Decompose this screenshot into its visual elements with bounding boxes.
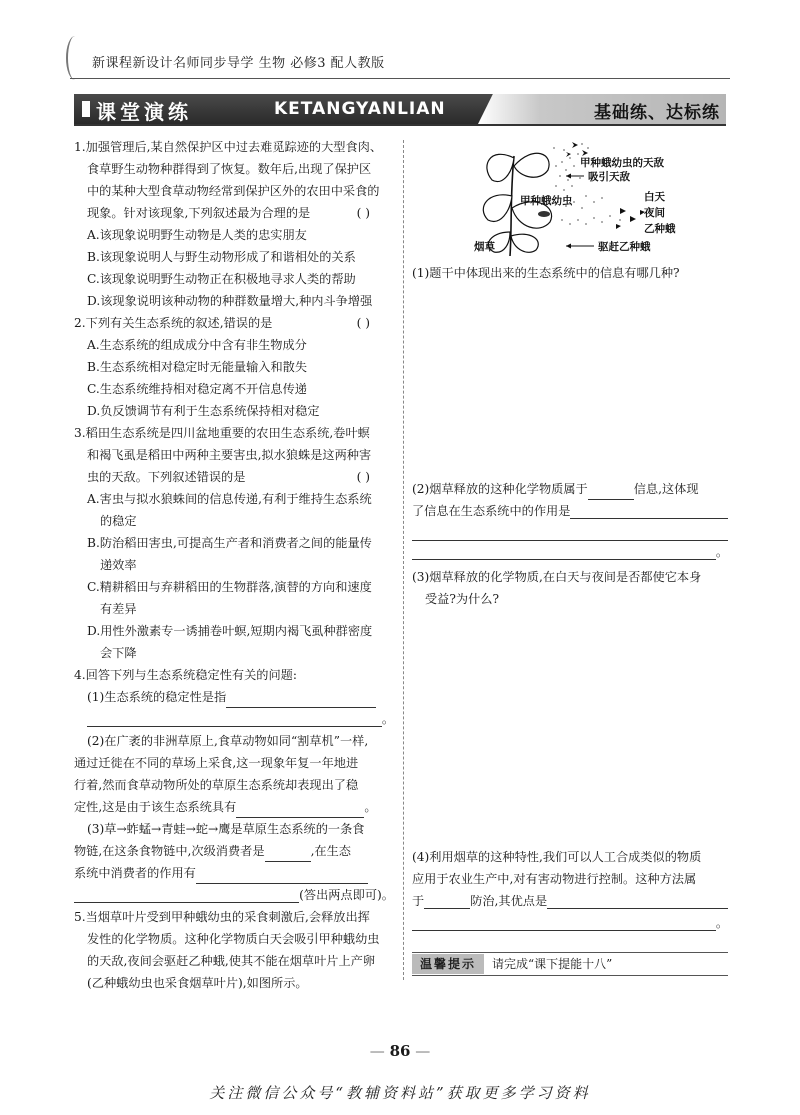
banner-mark-icon <box>82 101 90 117</box>
r4-line: 应用于农业生产中,对有害动物进行控制。这种方法属 <box>412 872 697 886</box>
tip-text: 请完成“课下提能十八” <box>492 957 613 971</box>
answer-blank[interactable] <box>412 541 716 560</box>
answer-blank[interactable] <box>588 481 634 500</box>
right-question-4: (4)利用烟草的这种特性,我们可以人工合成类似的物质 应用于农业生产中,对有害动物进行控制。这种方法属 于 防治,其优点是 。 <box>412 846 728 934</box>
q4-part3-line: 物链,在这条食物链中,次级消费者是 <box>74 844 265 858</box>
q2-option: C.生态系统维持相对稳定离不开信息传递 <box>87 382 307 396</box>
page-number: — 86 — <box>369 1042 431 1060</box>
q1-option: C.该现象说明野生动物正在积极地寻求人类的帮助 <box>87 272 356 286</box>
answer-paren: ( ) <box>356 316 370 330</box>
q4-stem: 4.回答下列与生态系统稳定性有关的问题: <box>74 668 297 682</box>
answer-blank[interactable] <box>236 799 364 818</box>
label-moth-b: 乙种蛾 <box>644 223 676 235</box>
right-question-3 <box>412 566 728 610</box>
q3-stem-line: 虫的天敌。下列叙述错误的是 <box>87 470 246 484</box>
answer-blank[interactable] <box>74 884 299 903</box>
q5-stem-line: 的天敌,夜间会驱赶乙种蛾,使其不能在烟草叶片上产卵 <box>87 954 376 968</box>
q1-stem-line: 现象。针对该现象,下列叙述最为合理的是 <box>87 206 311 220</box>
q3-option: D.用性外激素专一诱捕卷叶螟,短期内褐飞虱种群密度 <box>87 624 373 638</box>
question-2 <box>74 312 394 422</box>
answer-blank[interactable] <box>412 912 716 931</box>
label-day: 白天 <box>644 191 665 203</box>
label-larva: 甲种蛾幼虫 <box>520 195 573 207</box>
question-4: 4.回答下列与生态系统稳定性有关的问题: (1)生态系统的稳定性是指 。 (2)在广袤的非洲草原上,食草动物如同“割草机”一样, 通过迁徙在不同的草场上采食,这一现象年复一年地进 行着,然而食草动物所处的草原生态系统却表现出了稳 定性,这是由于该生态系统具有 。 (3)草→蚱蜢→青蛙→蛇→鹰是草原生态系统的一条食 物链,在这条食物链中,次级消费者是 ,在生态 系统中消费者的作用有 (答出两点即可)。 <box>74 664 394 906</box>
q1-option: A.该现象说明野生动物是人类的忠实朋友 <box>87 228 307 242</box>
q3-option-cont: 有差异 <box>100 602 137 616</box>
answer-blank[interactable] <box>87 708 382 727</box>
q4-part2-line: 通过迁徙在不同的草场上采食,这一现象年复一年地进 <box>74 756 359 770</box>
section-title: 课堂演练 <box>96 100 192 124</box>
answer-blank[interactable] <box>196 865 368 884</box>
q5-stem-line: 5.当烟草叶片受到甲种蛾幼虫的采食刺激后,会释放出挥 <box>74 910 370 924</box>
q4-part2-line: (2)在广袤的非洲草原上,食草动物如同“割草机”一样, <box>87 734 369 748</box>
question-5 <box>74 906 394 994</box>
answer-blank[interactable] <box>226 689 376 708</box>
section-banner <box>74 94 726 124</box>
label-repel: 驱赶乙种蛾 <box>598 241 651 253</box>
left-column <box>74 136 394 994</box>
r3-line: 受益?为什么? <box>425 592 500 606</box>
tip-box <box>412 952 728 976</box>
r1-text: (1)题干中体现出来的生态系统中的信息有哪几种? <box>412 266 680 280</box>
q5-stem-line: 发性的化学物质。这种化学物质白天会吸引甲种蛾幼虫 <box>87 932 380 946</box>
right-question-2: (2)烟草释放的这种化学物质属于 信息,这体现 了信息在生态系统中的作用是 。 <box>412 482 728 559</box>
label-attract: 吸引天敌 <box>588 171 630 183</box>
label-predator: 甲种蛾幼虫的天敌 <box>580 157 664 169</box>
q5-stem-line: (乙种蛾幼虫也采食烟草叶片),如图所示。 <box>87 976 308 990</box>
running-header: 新课程新设计名师同步导学 生物 必修3 配人教版 <box>92 56 385 71</box>
footer-note: 关注微信公众号“教辅资料站”获取更多学习资料 <box>209 1084 591 1102</box>
question-1 <box>74 136 394 312</box>
q3-option: B.防治稻田害虫,可提高生产者和消费者之间的能量传 <box>87 536 372 550</box>
q4-part2-line: 定性,这是由于该生态系统具有 <box>74 800 237 814</box>
answer-blank[interactable] <box>424 890 470 909</box>
q4-part3-line: (3)草→蚱蜢→青蛙→蛇→鹰是草原生态系统的一条食 <box>87 822 365 836</box>
q4-part3-line: 系统中消费者的作用有 <box>74 866 196 880</box>
q3-option-cont: 会下降 <box>100 646 137 660</box>
r4-line: (4)利用烟草的这种特性,我们可以人工合成类似的物质 <box>412 850 702 864</box>
column-divider <box>403 140 404 980</box>
label-tobacco: 烟草 <box>474 241 495 253</box>
q2-stem: 2.下列有关生态系统的叙述,错误的是 <box>74 316 273 330</box>
section-pinyin: KETANGYANLIAN <box>274 99 446 119</box>
header-arc-decoration <box>66 36 84 80</box>
q1-option: D.该现象说明该种动物的种群数量增大,种内斗争增强 <box>87 294 373 308</box>
question-3 <box>74 422 394 664</box>
answer-blank[interactable] <box>570 500 728 519</box>
r3-line: (3)烟草释放的化学物质,在白天与夜间是否都使它本身 <box>412 570 702 584</box>
label-night: 夜间 <box>644 207 665 219</box>
answer-paren: ( ) <box>356 470 370 484</box>
q1-stem-line: 1.加强管理后,某自然保护区中过去难觅踪迹的大型食肉、 <box>74 140 383 154</box>
q4-part1: (1)生态系统的稳定性是指 <box>87 690 227 704</box>
q1-stem-line: 食草野生动物种群得到了恢复。数年后,出现了保护区 <box>87 162 372 176</box>
q3-option: C.精耕稻田与弃耕稻田的生物群落,演替的方向和速度 <box>87 580 372 594</box>
q1-option: B.该现象说明人与野生动物形成了和谐相处的关系 <box>87 250 356 264</box>
q3-option: A.害虫与拟水狼蛛间的信息传递,有利于维持生态系统 <box>87 492 372 506</box>
answer-blank[interactable] <box>547 890 728 909</box>
section-subtitle: 基础练、达标练 <box>594 103 720 123</box>
tobacco-diagram <box>470 136 710 258</box>
q3-option-cont: 递效率 <box>100 558 137 572</box>
q3-option-cont: 的稳定 <box>100 514 137 528</box>
q4-part2-line: 行着,然而食草动物所处的草原生态系统却表现出了稳 <box>74 778 359 792</box>
tip-label: 温馨提示 <box>412 954 484 974</box>
answer-blank[interactable] <box>265 843 311 862</box>
q1-stem-line: 中的某种大型食草动物经常到保护区外的农田中采食的 <box>87 184 380 198</box>
answer-paren: ( ) <box>356 206 370 220</box>
right-question-1 <box>412 262 728 284</box>
q2-option: D.负反馈调节有利于生态系统保持相对稳定 <box>87 404 320 418</box>
q3-stem-line: 和褐飞虱是稻田中两种主要害虫,拟水狼蛛是这两种害 <box>87 448 372 462</box>
q2-option: B.生态系统相对稳定时无能量输入和散失 <box>87 360 308 374</box>
answer-blank[interactable] <box>412 522 728 541</box>
q2-option: A.生态系统的组成成分中含有非生物成分 <box>87 338 307 352</box>
header-rule <box>70 78 730 79</box>
q3-stem-line: 3.稻田生态系统是四川盆地重要的农田生态系统,卷叶螟 <box>74 426 370 440</box>
